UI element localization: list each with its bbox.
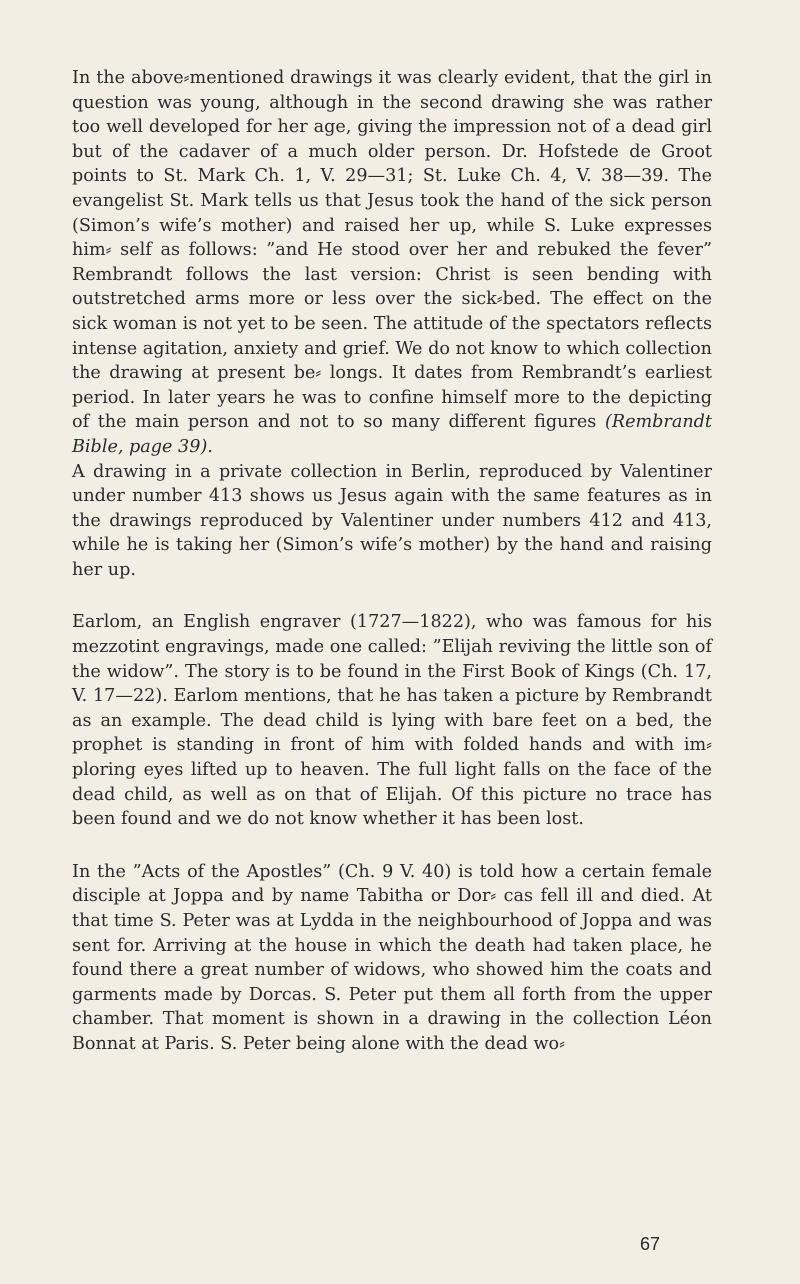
page-number: 67 xyxy=(640,1234,661,1254)
paragraph-1-text: In the above⸗mentioned drawings it was clearly evident, that the girl in question was young, although in the second drawing she was rather too well developed for her age, giving the impression not of a dead girl but of the cadaver of a much older person. Dr. Hofstede de Groot points to St. Mark Ch. 1, V. 29—31; St. Luke Ch. 4, V. 38—39. The evangelist St. Mark tells us that Jesus took the hand of the sick person (Simon’s wife’s mother) and raised her up, while S. Luke expresses him⸗ self as follows: ”and He stood over her and rebuked the fever” Rembrandt follows the last version: Christ is seen bending with outstretched arms more or less over the sick⸗bed. The effect on the sick woman is not yet to be seen. The attitude of the spectators reflects intense agitation, anxiety and grief. We do not know to which collection the drawing at present be⸗ longs. It dates from Rembrandt’s earliest period. In later years he was to confine himself more to the depicting of the main person and not to so many different figures xyxy=(72,68,712,433)
paragraph-4-text: In the ”Acts of the Apostles” (Ch. 9 V. 40) is told how a certain female disciple at Joppa and by name Tabitha or Dor⸗ cas fell ill and died. At that time S. Peter was at Lydda in the neighbourhood of Joppa and was sent for. Arriving at the house in which the death had taken place, he found there a great number of widows, who showed him the coats and garments made by Dorcas. S. Peter put them all forth from the upper chamber. That moment is shown in a drawing in the collection Léon Bonnat at Paris. S. Peter being alone with the dead wo⸗ xyxy=(72,861,712,1054)
paragraph-1-citation: (Rembrandt Bible, page 39). xyxy=(72,412,712,457)
paragraph-2 xyxy=(72,460,712,583)
paragraph-4 xyxy=(72,860,712,1057)
paragraph-1 xyxy=(72,66,712,460)
page-body xyxy=(72,66,712,1057)
paragraph-3 xyxy=(72,610,712,831)
paragraph-2-text: A drawing in a private collection in Berlin, reproduced by Valentiner under number 413 shows us Jesus again with the same features as in the drawings reproduced by Valentiner under numbers 412 and 413, while he is taking her (Simon’s wife’s mother) by the hand and raising her up. xyxy=(72,461,712,580)
paragraph-3-text: Earlom, an English engraver (1727—1822), who was famous for his mezzotint engravings, made one called: ”Elijah reviving the little son of the widow”. The story is to be found in the First Book of Kings (Ch. 17, V. 17—22). Earlom mentions, that he has taken a picture by Rembrandt as an example. The dead child is lying with bare feet on a bed, the prophet is standing in front of him with folded hands and with im⸗ ploring eyes lifted up to heaven. The full light falls on the face of the dead child, as well as on that of Elijah. Of this picture no trace has been found and we do not know whether it has been lost. xyxy=(72,612,712,830)
